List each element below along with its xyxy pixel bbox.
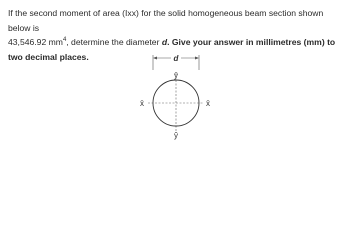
question-instruction: . Give your answer in millimetres (mm) to two decimal places.: [8, 37, 336, 62]
second-moment-value: 43,546.92 mm: [8, 37, 63, 47]
question-part1: If the second moment of area (Ixx) for the solid homogeneous beam section shown below is: [8, 8, 324, 33]
value-exponent: 4: [62, 37, 67, 44]
question-part2: , determine the diameter: [66, 37, 162, 47]
y-axis-label-top: ȳ: [174, 71, 178, 80]
y-axis-label-bottom: ȳ: [174, 131, 178, 140]
dimension-label-d: d: [173, 54, 179, 63]
x-axis-label-left: x̄: [140, 99, 144, 108]
diameter-variable: d: [161, 37, 168, 47]
x-axis-label-right: x̄: [206, 99, 210, 108]
diameter-dimension: [153, 54, 199, 70]
